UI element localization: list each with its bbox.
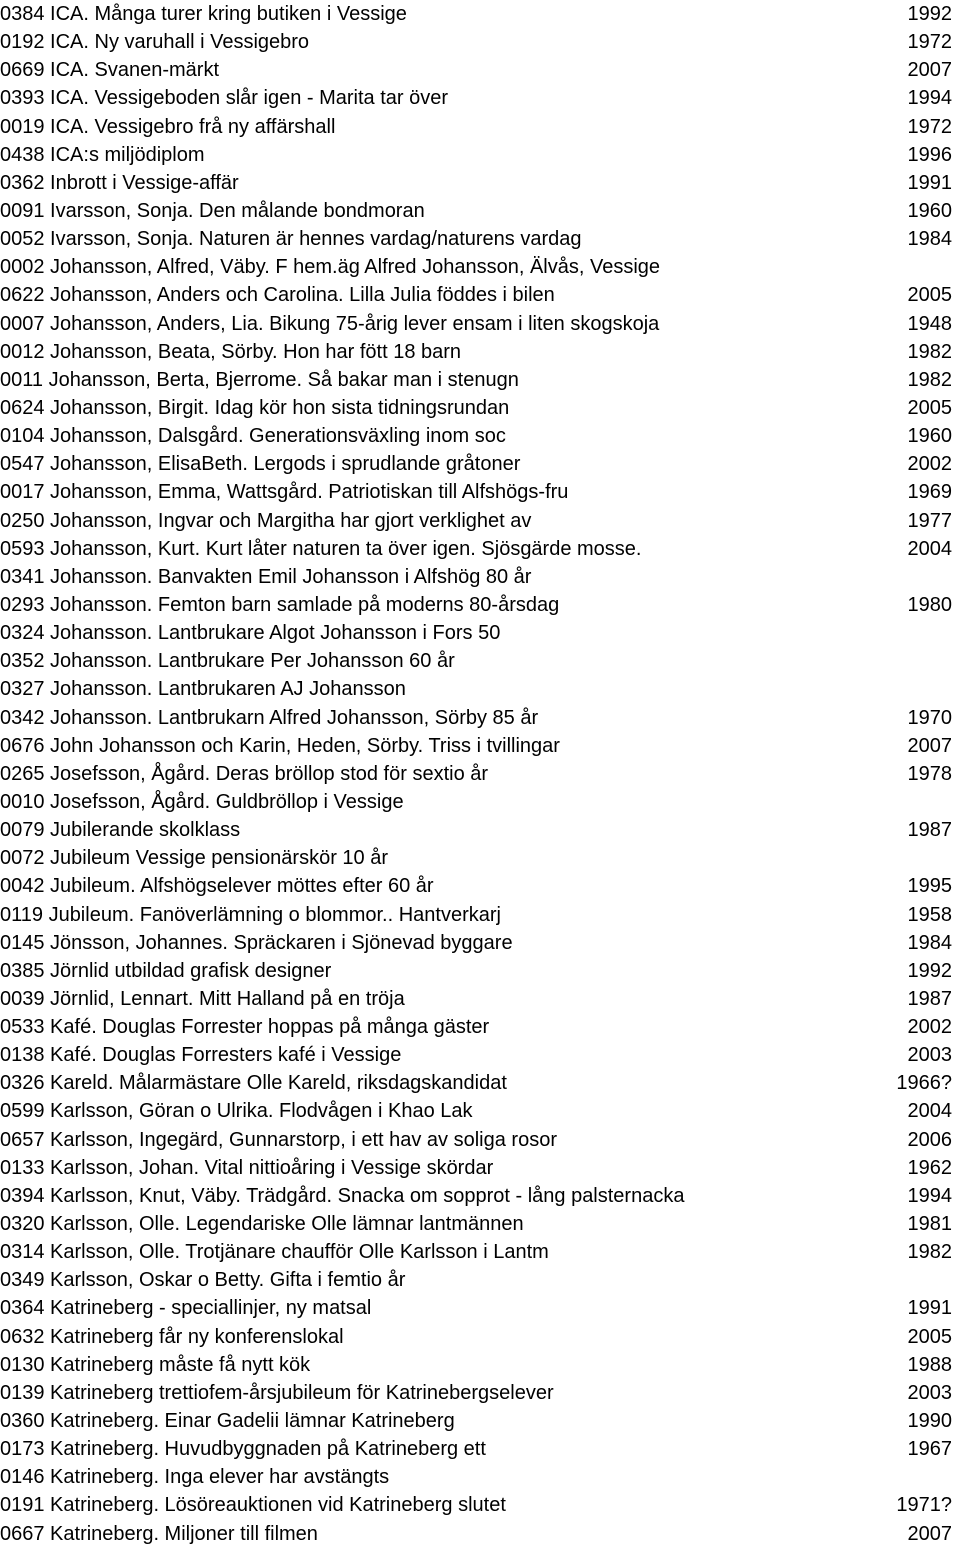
- entry-title: 0002 Johansson, Alfred, Väby. F hem.äg Alfred Johansson, Älvås, Vessige: [0, 256, 661, 279]
- index-entry-row: [0, 1097, 960, 1125]
- entry-title: 0091 Ivarsson, Sonja. Den målande bondmoran: [0, 199, 425, 222]
- entry-year: 1984: [907, 228, 952, 251]
- entry-title: 0384 ICA. Många turer kring butiken i Vessige: [0, 3, 407, 25]
- entry-year: 1960: [907, 425, 952, 448]
- entry-title: 0145 Jönsson, Johannes. Spräckaren i Sjönevad byggare: [0, 931, 513, 954]
- entry-title: 0130 Katrineberg måste få nytt kök: [0, 1353, 311, 1376]
- entry-title: 0012 Johansson, Beata, Sörby. Hon har fött 18 barn: [0, 340, 462, 363]
- index-entry-row: [0, 1126, 960, 1154]
- index-entry-row: [0, 281, 960, 309]
- entry-title: 0547 Johansson, ElisaBeth. Lergods i sprudlande gråtoner: [0, 453, 521, 476]
- index-entry-row: [0, 872, 960, 900]
- entry-title: 0104 Johansson, Dalsgård. Generationsväxling inom soc: [0, 425, 506, 448]
- entry-year: 1987: [907, 819, 952, 842]
- entry-title: 0173 Katrineberg. Huvudbyggnaden på Katrineberg ett: [0, 1438, 486, 1461]
- entry-title: 0138 Kafé. Douglas Forresters kafé i Vessige: [0, 1044, 402, 1067]
- entry-title: 0533 Kafé. Douglas Forrester hoppas på många gäster: [0, 1016, 490, 1039]
- entry-year: 1948: [907, 312, 952, 335]
- entry-title: 0042 Jubileum. Alfshögselever möttes efter 60 år: [0, 875, 434, 898]
- entry-year: 1992: [907, 959, 952, 982]
- index-entry-row: [0, 957, 960, 985]
- index-entry-row: [0, 478, 960, 506]
- index-entry-row: [0, 760, 960, 788]
- entry-title: 0326 Kareld. Målarmästare Olle Kareld, riksdagskandidat: [0, 1072, 507, 1095]
- entry-title: 0133 Karlsson, Johan. Vital nittioåring i Vessige skördar: [0, 1156, 494, 1179]
- entry-year: 1991: [907, 1297, 952, 1320]
- index-entry-row: [0, 1435, 960, 1463]
- index-entry-row: [0, 56, 960, 84]
- entry-title: 0599 Karlsson, Göran o Ulrika. Flodvågen i Khao Lak: [0, 1100, 473, 1123]
- index-entry-row: [0, 929, 960, 957]
- entry-title: 0019 ICA. Vessigebro frå ny affärshall: [0, 115, 336, 138]
- entry-title: 0017 Johansson, Emma, Wattsgård. Patriotiskan till Alfshögs-fru: [0, 481, 569, 504]
- entry-title: 0352 Johansson. Lantbrukare Per Johansson 60 år: [0, 650, 455, 673]
- index-entry-row: [0, 1294, 960, 1322]
- entry-year: 2004: [907, 537, 952, 560]
- index-entry-row: [0, 1351, 960, 1379]
- index-entry-row: [0, 1266, 960, 1294]
- entry-title: 0364 Katrineberg - speciallinjer, ny matsal: [0, 1297, 372, 1320]
- entry-year: 1987: [907, 987, 952, 1010]
- index-entry-row: [0, 675, 960, 703]
- index-entry-row: [0, 535, 960, 563]
- index-entry-row: [0, 1210, 960, 1238]
- entry-title: 0265 Josefsson, Ågård. Deras bröllop stod för sextio år: [0, 762, 489, 785]
- index-entry-row: [0, 28, 960, 56]
- entry-year: 2005: [907, 396, 952, 419]
- index-entry-row: [0, 985, 960, 1013]
- index-entry-row: [0, 422, 960, 450]
- entry-year: 2002: [907, 453, 952, 476]
- entry-title: 0394 Karlsson, Knut, Väby. Trädgård. Snacka om sopprot - lång palsternacka: [0, 1184, 685, 1207]
- entry-year: 1988: [907, 1353, 952, 1376]
- entry-title: 0624 Johansson, Birgit. Idag kör hon sista tidningsrundan: [0, 396, 510, 419]
- index-entry-row: [0, 704, 960, 732]
- entry-title: 0146 Katrineberg. Inga elever har avstängts: [0, 1466, 390, 1489]
- index-entry-row: [0, 0, 960, 28]
- entry-year: 1994: [907, 87, 952, 110]
- index-entry-row: [0, 901, 960, 929]
- entry-title: 0349 Karlsson, Oskar o Betty. Gifta i femtio år: [0, 1269, 406, 1292]
- entry-title: 0293 Johansson. Femton barn samlade på moderns 80-årsdag: [0, 593, 560, 616]
- entry-title: 0139 Katrineberg trettiofem-årsjubileum för Katrinebergselever: [0, 1381, 554, 1404]
- entry-year: 1972: [907, 31, 952, 54]
- entry-year: 1978: [907, 762, 952, 785]
- entry-year: 2005: [907, 284, 952, 307]
- index-entry-row: [0, 1182, 960, 1210]
- entry-title: 0052 Ivarsson, Sonja. Naturen är hennes vardag/naturens vardag: [0, 228, 582, 251]
- index-entry-row: [0, 253, 960, 281]
- index-entry-row: [0, 366, 960, 394]
- index-entry-row: [0, 647, 960, 675]
- entry-year: 1969: [907, 481, 952, 504]
- entry-year: 1990: [907, 1410, 952, 1433]
- index-entry-row: [0, 1013, 960, 1041]
- entry-year: 1991: [907, 171, 952, 194]
- entry-title: 0007 Johansson, Anders, Lia. Bikung 75-årig lever ensam i liten skogskoja: [0, 312, 660, 335]
- entry-title: 0676 John Johansson och Karin, Heden, Sörby. Triss i tvillingar: [0, 734, 560, 757]
- entry-year: 2006: [907, 1128, 952, 1151]
- entry-year: 1960: [907, 199, 952, 222]
- entry-year: 1958: [907, 903, 952, 926]
- index-entry-row: [0, 450, 960, 478]
- entry-title: 0667 Katrineberg. Miljoner till filmen: [0, 1522, 318, 1545]
- entry-year: 2007: [907, 59, 952, 82]
- index-entry-row: [0, 1323, 960, 1351]
- entry-year: 1992: [907, 3, 952, 25]
- entry-year: 2003: [907, 1044, 952, 1067]
- entry-title: 0360 Katrineberg. Einar Gadelii lämnar Katrineberg: [0, 1410, 455, 1433]
- entry-year: 1972: [907, 115, 952, 138]
- index-entry-row: [0, 310, 960, 338]
- entry-year: 1977: [907, 509, 952, 532]
- index-entry-row: [0, 1238, 960, 1266]
- entry-year: 2002: [907, 1016, 952, 1039]
- entry-title: 0079 Jubilerande skolklass: [0, 819, 241, 842]
- entry-year: 1980: [907, 593, 952, 616]
- index-entry-row: [0, 732, 960, 760]
- entry-title: 0314 Karlsson, Olle. Trotjänare chaufför Olle Karlsson i Lantm: [0, 1241, 549, 1264]
- index-entry-row: [0, 225, 960, 253]
- index-entry-row: [0, 788, 960, 816]
- index-entry-row: [0, 563, 960, 591]
- entry-title: 0669 ICA. Svanen-märkt: [0, 59, 219, 82]
- index-entry-row: [0, 338, 960, 366]
- entry-year: 1970: [907, 706, 952, 729]
- entry-year: 1982: [907, 1241, 952, 1264]
- entry-title: 0341 Johansson. Banvakten Emil Johansson i Alfshög 80 år: [0, 565, 532, 588]
- index-entry-row: [0, 816, 960, 844]
- entry-year: 1981: [907, 1213, 952, 1236]
- entry-title: 0324 Johansson. Lantbrukare Algot Johansson i Fors 50: [0, 622, 501, 645]
- index-entry-row: [0, 394, 960, 422]
- entry-title: 0362 Inbrott i Vessige-affär: [0, 171, 239, 194]
- entry-year: 1994: [907, 1184, 952, 1207]
- index-entry-row: [0, 1463, 960, 1491]
- index-entry-row: [0, 507, 960, 535]
- entry-year: 2007: [907, 734, 952, 757]
- index-entry-row: [0, 141, 960, 169]
- index-entry-row: [0, 1041, 960, 1069]
- entry-title: 0250 Johansson, Ingvar och Margitha har gjort verklighet av: [0, 509, 532, 532]
- entry-title: 0438 ICA:s miljödiplom: [0, 143, 205, 166]
- entry-title: 0010 Josefsson, Ågård. Guldbröllop i Vessige: [0, 790, 404, 813]
- entry-year: 2007: [907, 1522, 952, 1545]
- entry-year: 1967: [907, 1438, 952, 1461]
- entry-year: 1995: [907, 875, 952, 898]
- index-entry-row: [0, 169, 960, 197]
- entry-title: 0119 Jubileum. Fanöverlämning o blommor.. Hantverkarj: [0, 903, 501, 926]
- entry-title: 0393 ICA. Vessigeboden slår igen - Marita tar över: [0, 87, 449, 110]
- entry-year: 2003: [907, 1381, 952, 1404]
- entry-title: 0657 Karlsson, Ingegärd, Gunnarstorp, i ett hav av soliga rosor: [0, 1128, 557, 1151]
- index-entry-row: [0, 619, 960, 647]
- entry-title: 0342 Johansson. Lantbrukarn Alfred Johansson, Sörby 85 år: [0, 706, 539, 729]
- entry-title: 0632 Katrineberg får ny konferenslokal: [0, 1325, 344, 1348]
- entry-year: 1966?: [896, 1072, 952, 1095]
- entry-year: 1962: [907, 1156, 952, 1179]
- entry-title: 0039 Jörnlid, Lennart. Mitt Halland på en tröja: [0, 987, 405, 1010]
- entry-title: 0191 Katrineberg. Lösöreauktionen vid Katrineberg slutet: [0, 1494, 506, 1517]
- index-entry-row: [0, 113, 960, 141]
- index-entry-row: [0, 1379, 960, 1407]
- entry-title: 0320 Karlsson, Olle. Legendariske Olle lämnar lantmännen: [0, 1213, 524, 1236]
- index-entry-row: [0, 1154, 960, 1182]
- index-entry-row: [0, 197, 960, 225]
- index-entry-row: [0, 1069, 960, 1097]
- entry-year: 1984: [907, 931, 952, 954]
- index-entry-row: [0, 1407, 960, 1435]
- entry-year: 1982: [907, 368, 952, 391]
- index-entry-row: [0, 84, 960, 112]
- entry-title: 0385 Jörnlid utbildad grafisk designer: [0, 959, 332, 982]
- entry-title: 0072 Jubileum Vessige pensionärskör 10 år: [0, 847, 389, 870]
- index-entry-row: [0, 844, 960, 872]
- entry-title: 0011 Johansson, Berta, Bjerrome. Så bakar man i stenugn: [0, 368, 519, 391]
- index-entry-row: [0, 1491, 960, 1519]
- entry-year: 2005: [907, 1325, 952, 1348]
- entry-title: 0593 Johansson, Kurt. Kurt låter naturen ta över igen. Sjösgärde mosse.: [0, 537, 642, 560]
- entry-year: 2004: [907, 1100, 952, 1123]
- entry-year: 1971?: [896, 1494, 952, 1517]
- entry-title: 0327 Johansson. Lantbrukaren AJ Johansson: [0, 678, 406, 701]
- index-entry-row: [0, 591, 960, 619]
- entry-year: 1982: [907, 340, 952, 363]
- entry-title: 0192 ICA. Ny varuhall i Vessigebro: [0, 31, 310, 54]
- entry-title: 0622 Johansson, Anders och Carolina. Lilla Julia föddes i bilen: [0, 284, 555, 307]
- entry-year: 1996: [907, 143, 952, 166]
